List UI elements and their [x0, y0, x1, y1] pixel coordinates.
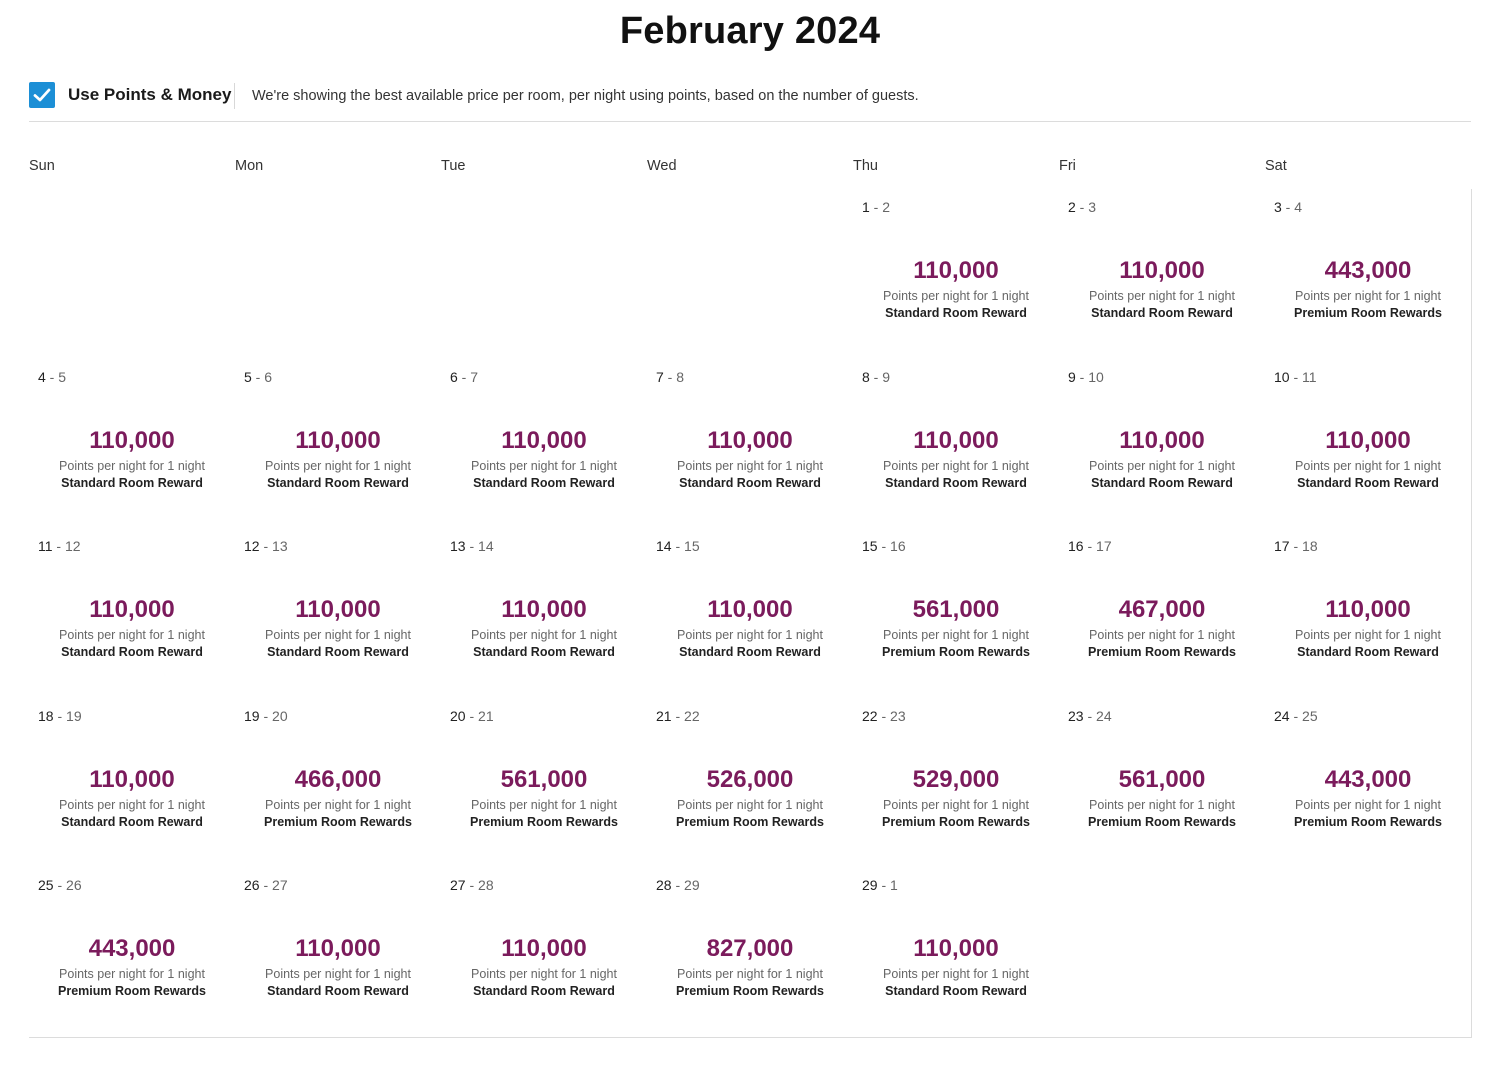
date-separator: -: [1289, 707, 1303, 724]
date-separator: -: [1289, 368, 1303, 385]
check-in-date: 14: [656, 538, 672, 555]
date-separator: -: [671, 707, 685, 724]
reward-type: Premium Room Rewards: [676, 814, 824, 829]
reward-type: Standard Room Reward: [61, 645, 203, 660]
points-price: 526,000: [706, 765, 794, 793]
points-price: 443,000: [88, 935, 176, 963]
points-per-night-label: Points per night for 1 night: [1089, 458, 1235, 473]
calendar-day-cell[interactable]: [1265, 189, 1472, 360]
empty-day-cell: [1265, 867, 1472, 1038]
points-per-night-label: Points per night for 1 night: [265, 967, 411, 982]
points-price: 561,000: [1118, 765, 1206, 793]
date-range: [1068, 708, 1112, 724]
calendar-day-cell[interactable]: [1265, 698, 1472, 869]
check-out-date: 22: [684, 707, 700, 724]
weekday-sat: Sat: [1265, 158, 1287, 174]
calendar-day-cell[interactable]: [853, 698, 1060, 869]
points-per-night-label: Points per night for 1 night: [883, 289, 1029, 303]
points-per-night-label: Points per night for 1 night: [677, 458, 823, 473]
weekday-mon: Mon: [235, 158, 264, 174]
points-per-night-label: Points per night for 1 night: [883, 458, 1029, 473]
calendar-day-cell[interactable]: [29, 698, 236, 869]
check-out-date: 23: [890, 707, 906, 724]
calendar-day-cell[interactable]: [441, 528, 648, 699]
points-per-night-label: Points per night for 1 night: [1295, 458, 1441, 473]
date-separator: -: [259, 538, 273, 555]
date-separator: -: [465, 707, 479, 724]
points-price: 561,000: [500, 765, 588, 793]
points-per-night-label: Points per night for 1 night: [1295, 797, 1441, 812]
points-price: 561,000: [912, 596, 1000, 624]
reward-type: Premium Room Rewards: [264, 814, 412, 829]
check-in-date: 16: [1068, 538, 1084, 555]
points-price: 110,000: [1325, 426, 1411, 454]
date-range: [244, 877, 288, 893]
points-price: 110,000: [295, 596, 381, 624]
calendar-day-cell[interactable]: [29, 528, 236, 699]
points-price: 110,000: [707, 426, 793, 454]
reward-type: Standard Room Reward: [1091, 306, 1233, 320]
date-separator: -: [663, 368, 677, 385]
points-price: 443,000: [1324, 257, 1412, 284]
date-range: [38, 369, 66, 385]
points-price: 110,000: [501, 596, 587, 624]
check-out-date: 18: [1302, 538, 1318, 555]
date-range: [656, 708, 700, 724]
date-range: [450, 877, 494, 893]
points-price: 110,000: [501, 426, 587, 454]
reward-type: Standard Room Reward: [679, 645, 821, 660]
check-in-date: 29: [862, 877, 878, 894]
month-title: February 2024: [619, 10, 881, 52]
calendar-day-cell[interactable]: [441, 698, 648, 869]
points-price: 110,000: [913, 426, 999, 454]
reward-type: Premium Room Rewards: [1088, 645, 1236, 660]
calendar-day-cell[interactable]: [853, 189, 1060, 360]
check-in-date: 7: [656, 368, 664, 385]
weekday-header: [29, 158, 1471, 178]
check-in-date: 2: [1068, 199, 1076, 215]
check-out-date: 25: [1302, 707, 1318, 724]
date-range: [1274, 369, 1317, 385]
check-in-date: 23: [1068, 707, 1084, 724]
date-separator: -: [877, 707, 891, 724]
check-out-date: 9: [882, 368, 891, 385]
date-separator: -: [1075, 199, 1089, 215]
points-price: 467,000: [1118, 596, 1206, 624]
reward-type: Standard Room Reward: [885, 475, 1027, 490]
reward-type: Standard Room Reward: [1297, 475, 1439, 490]
reward-type: Standard Room Reward: [473, 645, 615, 660]
empty-day-cell: [441, 189, 648, 360]
check-in-date: 13: [450, 538, 466, 555]
weekday-thu: Thu: [853, 158, 878, 174]
points-money-toolbar: [29, 80, 1471, 122]
empty-day-cell: [1059, 867, 1266, 1038]
date-range: [1068, 199, 1096, 215]
date-separator: -: [671, 877, 685, 894]
reward-type: Premium Room Rewards: [676, 984, 824, 999]
points-per-night-label: Points per night for 1 night: [883, 628, 1029, 643]
date-range: [862, 369, 890, 385]
calendar-day-cell[interactable]: [1059, 359, 1266, 530]
check-out-date: 6: [264, 368, 273, 385]
check-in-date: 26: [244, 877, 260, 894]
date-range: [862, 199, 890, 215]
date-separator: -: [52, 538, 65, 555]
date-range: [1068, 369, 1104, 385]
points-price: 110,000: [501, 935, 587, 963]
date-separator: -: [877, 877, 891, 894]
check-in-date: 9: [1068, 368, 1076, 385]
reward-type: Standard Room Reward: [267, 475, 409, 490]
points-price: 110,000: [707, 596, 793, 624]
empty-day-cell: [29, 189, 236, 360]
reward-type: Standard Room Reward: [885, 306, 1027, 320]
points-per-night-label: Points per night for 1 night: [471, 628, 617, 643]
calendar-day-cell[interactable]: [1059, 189, 1266, 360]
points-per-night-label: Points per night for 1 night: [265, 458, 411, 473]
check-out-date: 15: [684, 538, 700, 555]
date-range: [656, 538, 700, 554]
check-out-date: 2: [882, 199, 891, 215]
check-out-date: 20: [272, 707, 288, 724]
calendar-day-cell[interactable]: [235, 359, 442, 530]
calendar-day-cell[interactable]: [29, 867, 236, 1038]
date-separator: -: [877, 538, 891, 555]
check-in-date: 5: [244, 368, 252, 385]
calendar-day-cell[interactable]: [853, 359, 1060, 530]
date-range: [244, 708, 288, 724]
reward-type: Standard Room Reward: [267, 984, 409, 999]
date-separator: -: [1083, 538, 1097, 555]
calendar-day-cell[interactable]: [1059, 698, 1266, 869]
date-range: [1274, 538, 1318, 554]
date-range: [450, 369, 478, 385]
check-in-date: 11: [38, 538, 53, 555]
reward-type: Standard Room Reward: [473, 475, 615, 490]
check-in-date: 1: [862, 199, 870, 215]
date-separator: -: [869, 368, 883, 385]
points-per-night-label: Points per night for 1 night: [1089, 289, 1235, 303]
points-per-night-label: Points per night for 1 night: [883, 967, 1029, 982]
use-points-money-checkbox[interactable]: [29, 82, 55, 108]
calendar-grid: [29, 189, 1471, 1037]
check-out-date: 1: [890, 877, 898, 894]
points-per-night-label: Points per night for 1 night: [59, 458, 205, 473]
date-range: [1274, 199, 1302, 215]
check-out-date: 11: [1302, 368, 1317, 385]
check-out-date: 4: [1294, 199, 1303, 215]
reward-type: Standard Room Reward: [473, 984, 615, 999]
check-out-date: 19: [66, 707, 82, 724]
check-out-date: 10: [1088, 368, 1104, 385]
check-out-date: 5: [58, 368, 67, 385]
check-out-date: 7: [470, 368, 479, 385]
points-per-night-label: Points per night for 1 night: [265, 628, 411, 643]
check-out-date: 27: [272, 877, 288, 894]
check-in-date: 22: [862, 707, 878, 724]
check-in-date: 17: [1274, 538, 1290, 555]
check-out-date: 21: [478, 707, 494, 724]
date-separator: -: [1083, 707, 1097, 724]
toolbar-divider: [234, 83, 235, 109]
date-range: [38, 877, 82, 893]
points-per-night-label: Points per night for 1 night: [1295, 289, 1441, 303]
points-price: 827,000: [706, 935, 794, 963]
reward-type: Standard Room Reward: [679, 475, 821, 490]
points-per-night-label: Points per night for 1 night: [471, 967, 617, 982]
date-separator: -: [465, 538, 479, 555]
reward-type: Standard Room Reward: [267, 645, 409, 660]
check-out-date: 24: [1096, 707, 1112, 724]
weekday-wed: Wed: [647, 158, 677, 174]
check-out-date: 16: [890, 538, 906, 555]
date-range: [656, 877, 700, 893]
check-in-date: 27: [450, 877, 466, 894]
weekday-tue: Tue: [441, 158, 466, 174]
calendar-day-cell[interactable]: [235, 528, 442, 699]
check-in-date: 10: [1274, 368, 1290, 385]
reward-type: Premium Room Rewards: [470, 814, 618, 829]
points-price: 110,000: [1119, 426, 1205, 454]
points-per-night-label: Points per night for 1 night: [471, 458, 617, 473]
reward-type: Standard Room Reward: [885, 984, 1027, 999]
date-range: [656, 369, 684, 385]
points-price: 110,000: [295, 426, 381, 454]
points-price: 443,000: [1324, 765, 1412, 793]
checkmark-icon: [33, 87, 51, 103]
points-price: 110,000: [89, 596, 175, 624]
points-per-night-label: Points per night for 1 night: [59, 797, 205, 812]
points-price: 529,000: [912, 765, 1000, 793]
calendar-day-cell[interactable]: [647, 528, 854, 699]
date-separator: -: [259, 877, 273, 894]
date-range: [38, 538, 81, 554]
calendar-day-cell[interactable]: [29, 359, 236, 530]
points-price: 110,000: [89, 765, 175, 793]
calendar-day-cell[interactable]: [1265, 528, 1472, 699]
points-per-night-label: Points per night for 1 night: [677, 797, 823, 812]
check-in-date: 4: [38, 368, 46, 385]
check-in-date: 25: [38, 877, 54, 894]
points-price: 110,000: [913, 935, 999, 963]
check-out-date: 12: [65, 538, 81, 555]
calendar-day-cell[interactable]: [853, 528, 1060, 699]
check-out-date: 8: [676, 368, 685, 385]
points-price: 110,000: [1325, 596, 1411, 624]
points-per-night-label: Points per night for 1 night: [59, 967, 205, 982]
reward-type: Premium Room Rewards: [58, 984, 206, 999]
reward-type: Premium Room Rewards: [882, 645, 1030, 660]
check-in-date: 20: [450, 707, 466, 724]
date-separator: -: [251, 368, 265, 385]
check-in-date: 6: [450, 368, 458, 385]
check-in-date: 28: [656, 877, 672, 894]
date-separator: -: [259, 707, 273, 724]
date-separator: -: [53, 877, 67, 894]
date-separator: -: [1281, 199, 1295, 215]
check-out-date: 29: [684, 877, 700, 894]
check-out-date: 13: [272, 538, 288, 555]
date-range: [1274, 708, 1318, 724]
calendar-day-cell[interactable]: [647, 867, 854, 1038]
calendar-day-cell[interactable]: [441, 359, 648, 530]
check-out-date: 17: [1096, 538, 1112, 555]
points-per-night-label: Points per night for 1 night: [677, 967, 823, 982]
calendar-day-cell[interactable]: [235, 867, 442, 1038]
points-per-night-label: Points per night for 1 night: [471, 797, 617, 812]
use-points-money-label[interactable]: Use Points & Money: [68, 85, 232, 104]
points-price: 466,000: [294, 765, 382, 793]
points-price: 110,000: [295, 935, 381, 963]
date-separator: -: [457, 368, 471, 385]
weekday-sun: Sun: [29, 158, 55, 174]
date-range: [1068, 538, 1112, 554]
reward-type: Standard Room Reward: [1297, 645, 1439, 660]
calendar-day-cell[interactable]: [1265, 359, 1472, 530]
check-in-date: 3: [1274, 199, 1282, 215]
date-range: [450, 538, 494, 554]
points-price: 110,000: [1119, 257, 1205, 284]
check-out-date: 28: [478, 877, 494, 894]
points-per-night-label: Points per night for 1 night: [1295, 628, 1441, 643]
date-separator: -: [1075, 368, 1089, 385]
empty-day-cell: [235, 189, 442, 360]
calendar-day-cell[interactable]: [647, 698, 854, 869]
points-per-night-label: Points per night for 1 night: [59, 628, 205, 643]
reward-type: Premium Room Rewards: [1088, 814, 1236, 829]
points-per-night-label: Points per night for 1 night: [265, 797, 411, 812]
calendar-day-cell[interactable]: [853, 867, 1060, 1038]
weekday-fri: Fri: [1059, 158, 1076, 174]
check-out-date: 3: [1088, 199, 1097, 215]
date-range: [862, 877, 898, 893]
empty-day-cell: [647, 189, 854, 360]
date-separator: -: [465, 877, 479, 894]
check-in-date: 15: [862, 538, 878, 555]
points-per-night-label: Points per night for 1 night: [1089, 628, 1235, 643]
date-range: [862, 708, 906, 724]
date-separator: -: [45, 368, 59, 385]
points-per-night-label: Points per night for 1 night: [883, 797, 1029, 812]
check-out-date: 14: [478, 538, 494, 555]
reward-type: Premium Room Rewards: [1294, 306, 1442, 320]
check-in-date: 12: [244, 538, 260, 555]
date-range: [244, 538, 288, 554]
date-range: [244, 369, 272, 385]
pricing-info-text: We're showing the best available price per room, per night using points, based on the number of guests.: [252, 88, 919, 104]
date-separator: -: [671, 538, 685, 555]
date-range: [862, 538, 906, 554]
points-per-night-label: Points per night for 1 night: [1089, 797, 1235, 812]
points-price: 110,000: [89, 426, 175, 454]
check-in-date: 8: [862, 368, 870, 385]
date-separator: -: [869, 199, 883, 215]
date-range: [38, 708, 82, 724]
points-per-night-label: Points per night for 1 night: [677, 628, 823, 643]
reward-type: Standard Room Reward: [61, 475, 203, 490]
calendar-day-cell[interactable]: [235, 698, 442, 869]
date-range: [450, 708, 494, 724]
reward-type: Premium Room Rewards: [1294, 814, 1442, 829]
calendar-day-cell[interactable]: [647, 359, 854, 530]
check-in-date: 18: [38, 707, 54, 724]
calendar-day-cell[interactable]: [441, 867, 648, 1038]
calendar-day-cell[interactable]: [1059, 528, 1266, 699]
points-price: 110,000: [913, 257, 999, 284]
check-in-date: 24: [1274, 707, 1290, 724]
reward-type: Premium Room Rewards: [882, 814, 1030, 829]
check-out-date: 26: [66, 877, 82, 894]
date-separator: -: [53, 707, 67, 724]
reward-type: Standard Room Reward: [61, 814, 203, 829]
date-separator: -: [1289, 538, 1303, 555]
check-in-date: 19: [244, 707, 260, 724]
reward-type: Standard Room Reward: [1091, 475, 1233, 490]
check-in-date: 21: [656, 707, 672, 724]
